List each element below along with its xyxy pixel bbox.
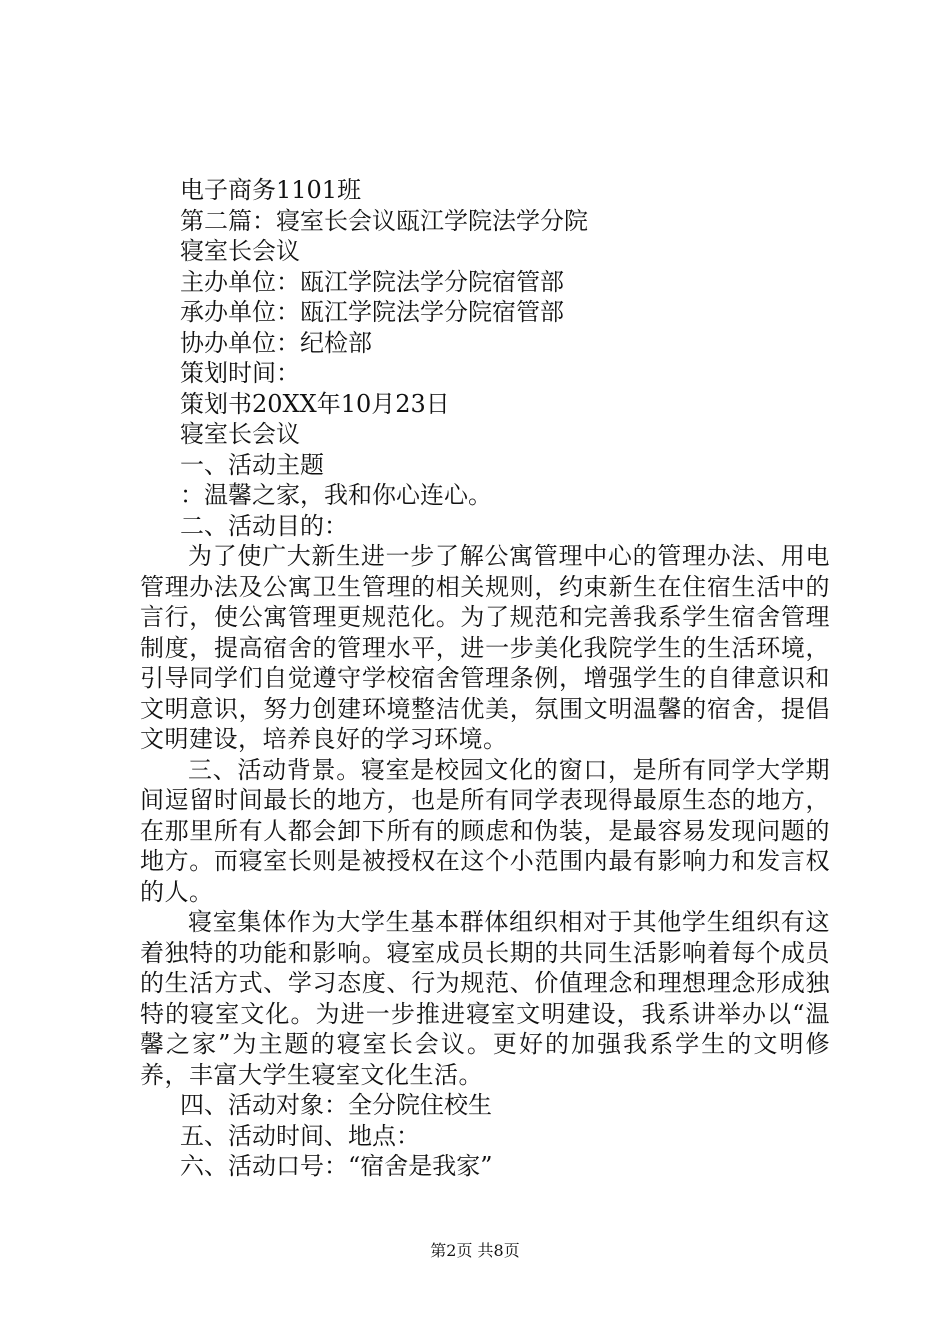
section-purpose-heading: 二、活动目的： <box>180 511 348 540</box>
purpose-paragraph: 为了使广大新生进一步了解公寓管理中心的管理办法、用电管理办法及公寓卫生管理的相关规则，约束新生在住宿生活中的言行，使公寓管理更规范化。为了规范和完善我系学生宿舍管理制度，提高宿舍的管理水平，进一步美化我院学生的生活环境，引导同学们自觉遵守学校宿舍管理条例，增强学生的自律意识和文明意识，努力创建环境整洁优美，氛围文明温馨的宿舍，提倡文明建设，培养良好的学习环境。 <box>140 542 830 753</box>
section-slogan-line: 六、活动口号：“宿舍是我家” <box>180 1152 493 1180</box>
section-target-line: 四、活动对象：全分院住校生 <box>180 1091 492 1119</box>
page-number-footer: 第2页 共8页 <box>430 1241 520 1260</box>
dormitory-culture-paragraph: 寝室集体作为大学生基本群体组织相对于其他学生组织有这着独特的功能和影响。寝室成员长期的共同生活影响着每个成员的生活方式、学习态度、行为规范、价值理念和理想理念形成独特的寝室文化。为进一步推进寝室文明建设，我系讲举办以“温馨之家”为主题的寝室长会议。更好的加强我系学生的文明修养，丰富大学生寝室文化生活。 <box>140 908 830 1089</box>
section-time-place-line: 五、活动时间、地点： <box>180 1121 420 1150</box>
meeting-title-repeat: 寝室长会议 <box>180 420 300 448</box>
document-body <box>140 175 830 1182</box>
host-unit: 主办单位：瓯江学院法学分院宿管部 <box>180 267 564 296</box>
plan-date: 策划书20XX年10月23日 <box>180 389 450 418</box>
section-theme-heading: 一、活动主题 <box>180 450 324 479</box>
co-organizer-unit: 协办单位：纪检部 <box>180 328 372 357</box>
theme-text: ：温馨之家，我和你心连心。 <box>180 481 492 509</box>
meeting-title: 寝室长会议 <box>180 237 300 265</box>
organizer-unit: 承办单位：瓯江学院法学分院宿管部 <box>180 298 564 326</box>
class-name-line: 电子商务1101班 <box>180 176 362 204</box>
chapter-title: 第二篇：寝室长会议瓯江学院法学分院 <box>180 206 588 235</box>
planning-time-label: 策划时间： <box>180 359 300 387</box>
background-paragraph: 三、活动背景。寝室是校园文化的窗口，是所有同学大学期间逗留时间最长的地方，也是所有同学表现得最原生态的地方，在那里所有人都会卸下所有的顾虑和伪装，是最容易发现问题的地方。而寝室长则是被授权在这个小范围内最有影响力和发言权的人。 <box>140 755 830 906</box>
